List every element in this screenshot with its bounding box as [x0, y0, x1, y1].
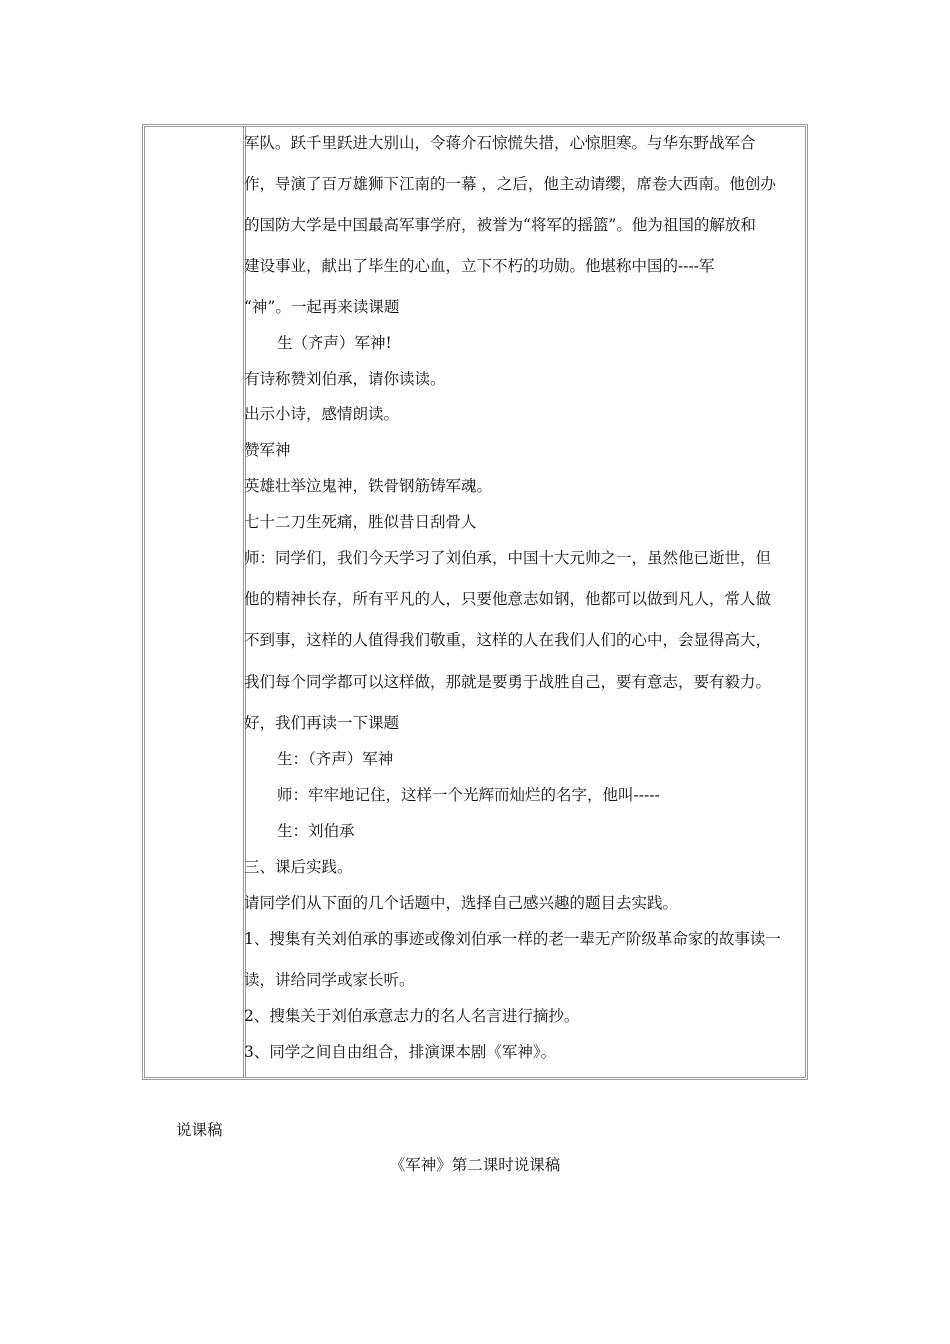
text-line: 建设事业，献出了毕生的心血，立下不朽的功勋。他堪称中国的----军	[244, 257, 715, 275]
text-line: 生（齐声）军神!	[277, 334, 392, 352]
text-line: 赞军神	[244, 441, 291, 459]
text-line: 2、搜集关于刘伯承意志力的名人名言进行摘抄。	[244, 1007, 580, 1025]
text-line: 师：同学们，我们今天学习了刘伯承，中国十大元帅之一，虽然他已逝世，但	[244, 549, 772, 567]
text-line: 七十二刀生死痛，胜似昔日刮骨人	[244, 513, 477, 531]
text-line: 三、课后实践。	[244, 858, 353, 876]
text-line: 师：牢牢地记住，这样一个光辉而灿烂的名字，他叫-----	[277, 786, 660, 804]
text-line: 1、搜集有关刘伯承的事迹或像刘伯承一样的老一辈无产阶级革命家的故事读一	[244, 930, 781, 948]
text-line: 不到事，这样的人值得我们敬重，这样的人在我们人们的心中，会显得高大，	[244, 631, 772, 649]
section-label: 说课稿	[176, 1121, 223, 1139]
text-line: 他的精神长存，所有平凡的人，只要他意志如钢，他都可以做到凡人，常人做	[244, 590, 772, 608]
text-line: 英雄壮举泣鬼神，铁骨钢筋铸军魂。	[244, 477, 493, 495]
text-line: 读，讲给同学或家长听。	[244, 971, 415, 989]
text-line: 作，导演了百万雄狮下江南的一幕 ，之后，他主动请缨，席卷大西南。他创办	[244, 175, 776, 193]
text-line: 军队。跃千里跃进大别山，令蒋介石惊慌失措，心惊胆寒。与华东野战军合	[244, 134, 756, 152]
text-line: 我们每个同学都可以这样做，那就是要勇于战胜自己，要有意志，要有毅力。	[244, 673, 772, 691]
text-line: 生：刘伯承	[277, 822, 355, 840]
text-line: “神”。一起再来读课题	[244, 298, 400, 316]
text-line: 好，我们再读一下课题	[244, 714, 400, 732]
text-line: 请同学们从下面的几个话题中，选择自己感兴趣的题目去实践。	[244, 894, 679, 912]
text-line: 生：（齐声）军神	[277, 750, 394, 768]
document-title: 《军神》第二课时说课稿	[389, 1156, 561, 1174]
text-line: 有诗称赞刘伯承，请你读读。	[244, 370, 446, 388]
text-line: 3、同学之间自由组合，排演课本剧《军神》。	[244, 1043, 557, 1061]
text-line: 出示小诗，感情朗读。	[244, 405, 400, 423]
text-line: 的国防大学是中国最高军事学府，被誉为“将军的摇篮”。他为祖国的解放和	[244, 216, 756, 234]
